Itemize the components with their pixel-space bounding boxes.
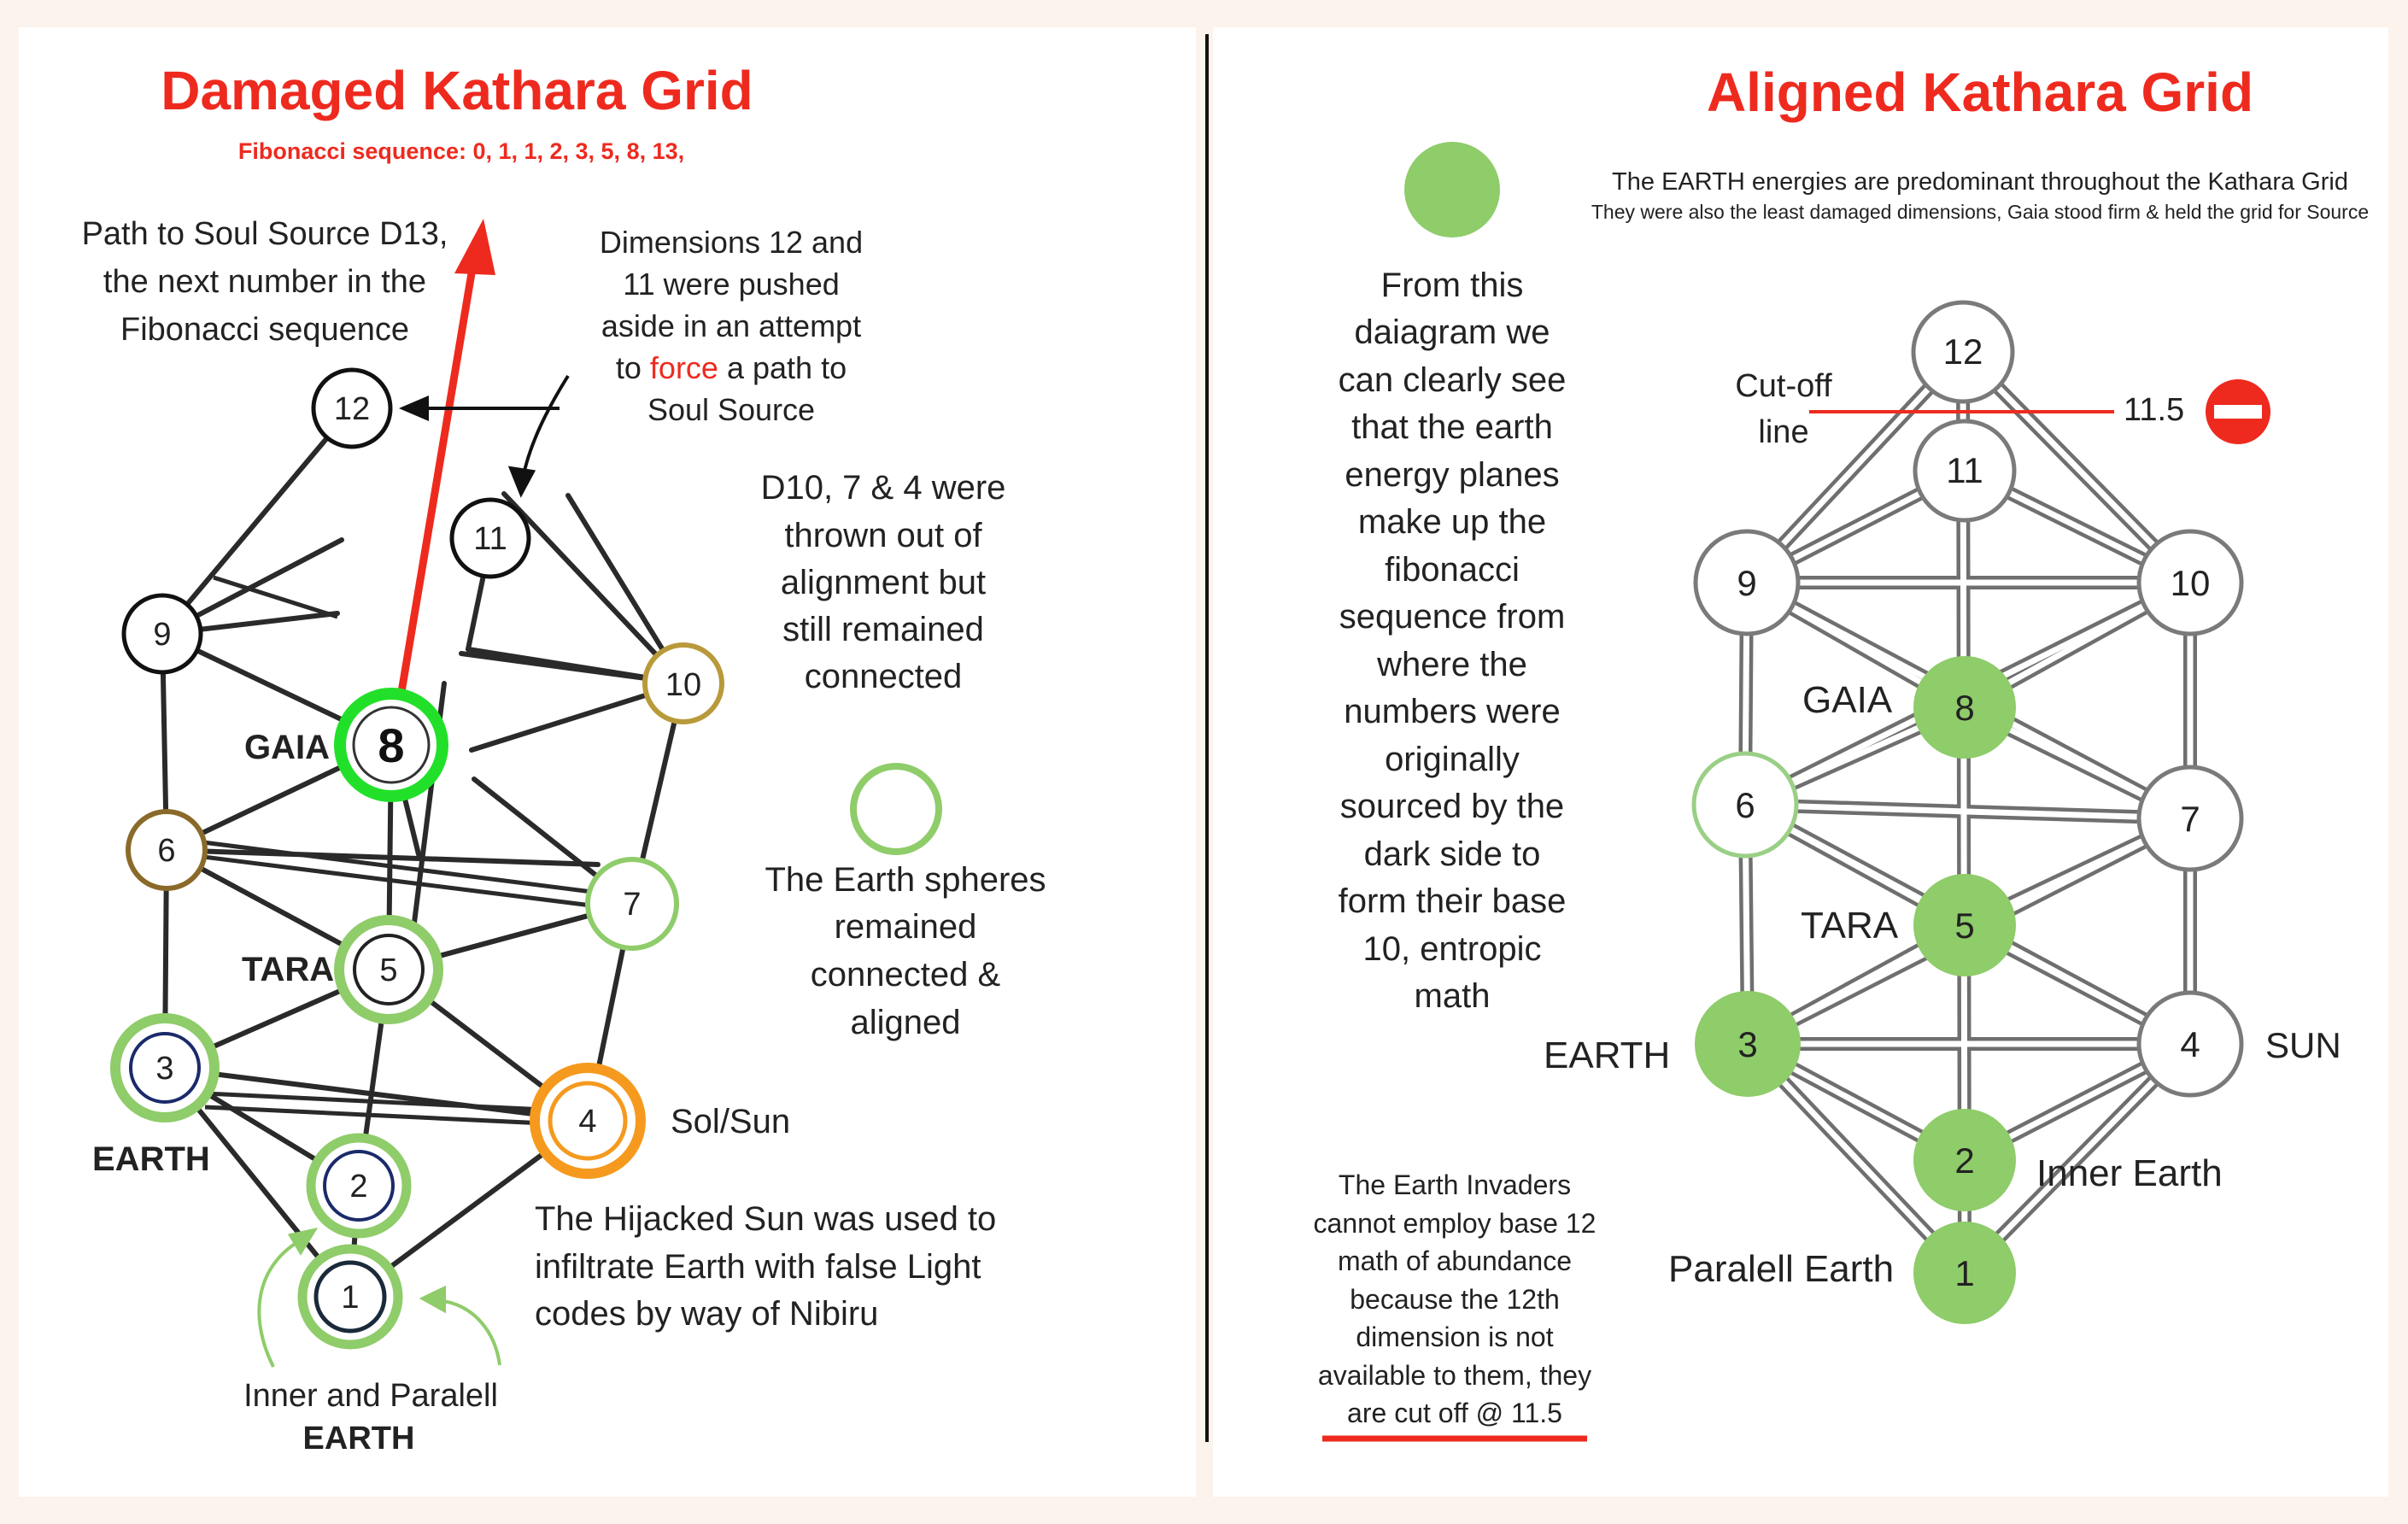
svg-text:8: 8 [1954, 688, 1975, 728]
svg-text:because the 12th: because the 12th [1350, 1284, 1560, 1315]
svg-text:EARTH: EARTH [302, 1421, 415, 1457]
right-node-3-earth [1695, 991, 1801, 1097]
svg-text:11 were pushed: 11 were pushed [623, 267, 840, 302]
svg-text:are cut off @ 11.5: are cut off @ 11.5 [1347, 1398, 1562, 1428]
fibonacci-subtitle: Fibonacci sequence: 0, 1, 1, 2, 3, 5, 8, 13, [237, 138, 685, 164]
left-node-2 [311, 1138, 407, 1234]
right-node-2 [1913, 1109, 2016, 1211]
svg-text:Soul Source: Soul Source [647, 392, 816, 427]
svg-text:daiagram we: daiagram we [1354, 314, 1550, 351]
svg-text:9: 9 [1737, 563, 1757, 603]
svg-text:5: 5 [379, 952, 398, 988]
svg-text:8: 8 [378, 718, 405, 772]
svg-text:Path to Soul Source D13,: Path to Soul Source D13, [81, 216, 448, 252]
svg-text:alignment but: alignment but [780, 564, 987, 601]
left-node-7 [588, 859, 677, 948]
left-node-4-sun [535, 1068, 641, 1174]
svg-text:can clearly see: can clearly see [1338, 361, 1567, 399]
svg-text:7: 7 [623, 887, 642, 923]
svg-text:connected: connected [804, 658, 963, 695]
label-earth-right: EARTH [1544, 1035, 1671, 1076]
svg-text:connected &: connected & [810, 956, 1001, 994]
svg-text:2: 2 [349, 1169, 368, 1205]
earth-energy-legend-dot [1404, 142, 1500, 237]
svg-text:12: 12 [1942, 331, 1983, 372]
svg-text:The Earth Invaders: The Earth Invaders [1338, 1169, 1572, 1200]
right-node-6 [1694, 753, 1796, 856]
svg-text:math of abundance: math of abundance [1338, 1246, 1572, 1276]
left-node-9 [124, 595, 201, 672]
svg-text:D10, 7 & 4 were: D10, 7 & 4 were [760, 469, 1006, 507]
left-node-5-tara [339, 920, 438, 1019]
legend-line-2: They were also the least damaged dimensions, Gaia stood firm & held the grid for Source [1591, 201, 2370, 223]
right-node-4-sun [2139, 993, 2241, 1095]
svg-text:sequence from: sequence from [1339, 598, 1566, 636]
right-node-12 [1913, 302, 2013, 402]
svg-text:1: 1 [341, 1280, 360, 1316]
label-tara-right: TARA [1801, 905, 1899, 947]
svg-text:10, entropic: 10, entropic [1362, 930, 1542, 968]
left-node-10 [645, 645, 722, 722]
label-earth-left: EARTH [92, 1140, 210, 1178]
label-inner-earth: Inner Earth [2036, 1152, 2223, 1194]
svg-text:4: 4 [2180, 1024, 2200, 1064]
svg-text:4: 4 [578, 1104, 597, 1140]
svg-text:Dimensions 12 and: Dimensions 12 and [599, 225, 864, 260]
label-sun-right: SUN [2265, 1025, 2341, 1065]
svg-text:dimension is not: dimension is not [1356, 1322, 1554, 1352]
svg-text:thrown out of: thrown out of [784, 517, 982, 554]
svg-text:6: 6 [1735, 785, 1755, 825]
svg-text:math: math [1414, 977, 1491, 1015]
svg-text:the next number in the: the next number in the [103, 264, 427, 300]
svg-text:to force a path to: to force a path to [615, 350, 847, 385]
right-node-11 [1915, 421, 2014, 520]
svg-text:available to them, they: available to them, they [1317, 1360, 1592, 1391]
left-node-1 [302, 1249, 398, 1345]
left-node-3-earth [115, 1018, 214, 1117]
svg-text:12: 12 [333, 391, 371, 427]
svg-text:numbers were: numbers were [1344, 693, 1561, 730]
label-sun-left: Sol/Sun [671, 1103, 791, 1140]
svg-text:form their base: form their base [1338, 882, 1567, 920]
left-node-11 [452, 500, 529, 577]
svg-text:3: 3 [155, 1051, 174, 1087]
svg-text:From this: From this [1380, 267, 1524, 304]
svg-text:Inner and Paralell: Inner and Paralell [243, 1378, 498, 1414]
label-gaia-left: GAIA [244, 729, 330, 766]
svg-text:1: 1 [1954, 1253, 1975, 1293]
svg-text:energy planes: energy planes [1345, 456, 1560, 494]
earth-invaders-note [1314, 1169, 1597, 1428]
svg-text:10: 10 [2170, 563, 2211, 603]
right-title: Aligned Kathara Grid [1706, 62, 2254, 123]
svg-text:9: 9 [153, 617, 172, 653]
svg-text:The Hijacked Sun was used to: The Hijacked Sun was used to [535, 1200, 997, 1238]
right-node-5-tara [1913, 874, 2016, 976]
svg-text:aside in an attempt: aside in an attempt [601, 308, 862, 343]
svg-text:2: 2 [1954, 1140, 1975, 1181]
svg-text:still remained: still remained [782, 611, 984, 648]
force-word: force [649, 350, 718, 385]
left-title: Damaged Kathara Grid [161, 60, 753, 121]
label-gaia-right: GAIA [1802, 679, 1893, 721]
svg-text:that the earth: that the earth [1351, 408, 1553, 446]
svg-text:dark side to: dark side to [1363, 835, 1541, 873]
path-to-soul-source-note [82, 216, 448, 348]
svg-text:infiltrate Earth with false Li: infiltrate Earth with false Light [535, 1248, 981, 1286]
cutoff-value: 11.5 [2124, 392, 2185, 428]
svg-text:Fibonacci sequence: Fibonacci sequence [120, 312, 409, 348]
svg-text:cannot employ base 12: cannot employ base 12 [1313, 1208, 1597, 1239]
label-paralell-earth: Paralell Earth [1668, 1248, 1895, 1290]
legend-line-1: The EARTH energies are predominant throughout the Kathara Grid [1612, 168, 2348, 196]
svg-text:sourced by the: sourced by the [1339, 788, 1565, 825]
svg-text:7: 7 [2180, 799, 2200, 839]
svg-text:where the: where the [1377, 646, 1527, 683]
cutoff-label-2: line [1758, 414, 1809, 450]
svg-text:11: 11 [473, 521, 507, 557]
right-node-8-gaia [1913, 656, 2016, 759]
svg-text:codes by way of Nibiru: codes by way of Nibiru [535, 1295, 879, 1333]
svg-text:aligned: aligned [850, 1004, 961, 1041]
svg-text:11: 11 [1946, 450, 1983, 490]
left-node-12 [313, 370, 390, 447]
left-node-6 [128, 812, 205, 888]
svg-text:originally: originally [1385, 741, 1520, 778]
svg-text:remained: remained [834, 908, 977, 946]
left-title-block [161, 60, 753, 164]
svg-text:make up the: make up the [1357, 503, 1547, 541]
svg-text:3: 3 [1737, 1024, 1758, 1064]
svg-text:fibonacci: fibonacci [1385, 551, 1520, 589]
svg-text:6: 6 [157, 833, 176, 869]
svg-text:10: 10 [665, 667, 702, 703]
right-node-1 [1913, 1222, 2016, 1324]
left-node-8-gaia [340, 694, 442, 796]
svg-text:5: 5 [1954, 906, 1975, 946]
label-tara-left: TARA [242, 951, 335, 988]
right-node-10 [2139, 531, 2241, 634]
cutoff-label-1: Cut-off [1735, 368, 1832, 404]
svg-text:The Earth spheres: The Earth spheres [765, 861, 1046, 899]
right-node-9 [1696, 531, 1798, 634]
right-node-7 [2139, 767, 2241, 870]
